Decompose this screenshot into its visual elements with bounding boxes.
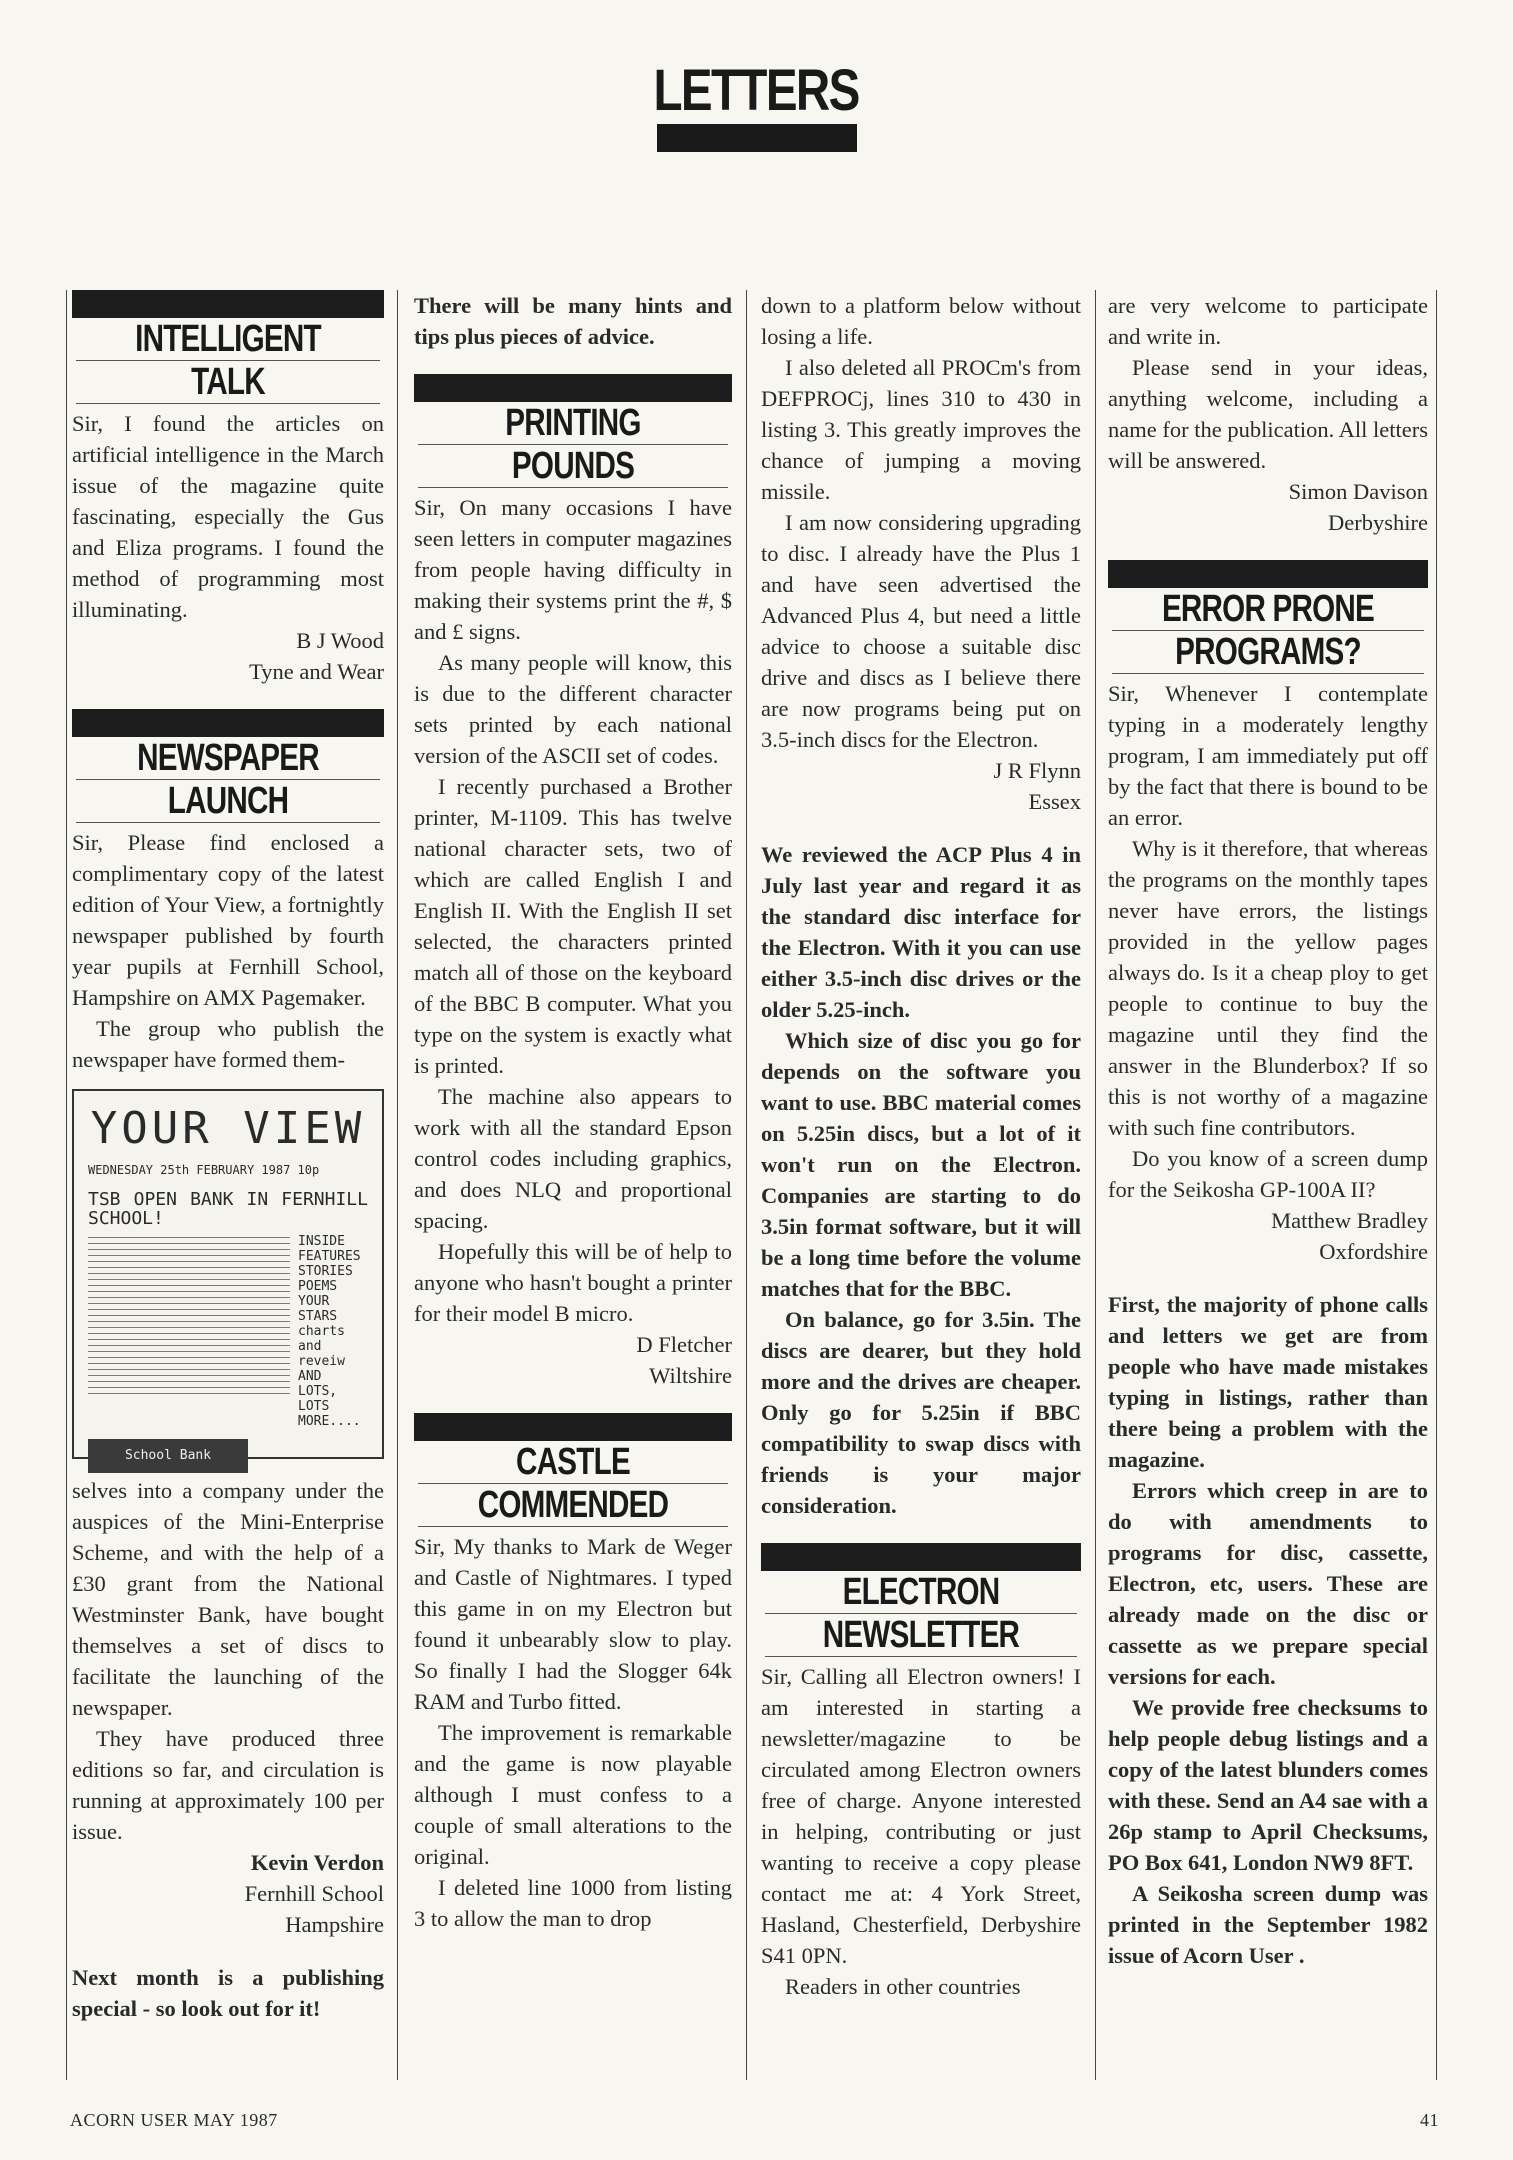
editor-reply: Next month is a publishing special - so look out for it!	[72, 1965, 384, 2021]
newspaper-date: WEDNESDAY 25th FEBRUARY 1987 10p	[88, 1163, 320, 1177]
editor-reply: On balance, go for 3.5in. The discs are dearer, but they hold more and the drives are cheaper. Only go for 5.25in if BBC compatibility to swap discs with friends is your major consideration.	[761, 1307, 1081, 1518]
letter-body: The machine also appears to work with all the standard Epson control codes including graphics, and does NLQ and proportional spacing.	[414, 1084, 732, 1233]
heading-intelligent-talk: INTELLIGENT TALK	[72, 290, 384, 404]
page-masthead	[0, 58, 1513, 152]
editor-reply: Which size of disc you go for depends on the software you want to use. BBC material comes on 5.25in discs, but a lot of it won't run on the Electron. Companies are starting to do 3.5in format software, but it will be a long time before the volume matches that for the BBC.	[761, 1028, 1081, 1301]
letter-body: Readers in other countries	[785, 1974, 1021, 1999]
signature-place: Fernhill School	[244, 1881, 384, 1906]
letter-body: Sir, Whenever I contemplate typing in a moderately lengthy program, I am immediately put off by the fact that there is bound to be an error.	[1108, 681, 1428, 830]
letter-body: down to a platform below without losing a life.	[761, 293, 1081, 349]
signature-name: J R Flynn	[993, 758, 1081, 783]
letter-body: The improvement is remarkable and the game is now playable although I must confess to a couple of small alterations to the original.	[414, 1720, 732, 1869]
letter-body: I deleted line 1000 from listing 3 to allow the man to drop	[414, 1875, 732, 1931]
column-1	[72, 290, 384, 2024]
editor-reply: We reviewed the ACP Plus 4 in July last year and regard it as the standard disc interface for the Electron. With it you can use either 3.5-inch disc drives or the older 5.25-inch.	[761, 842, 1081, 1022]
signature-place: Tyne and Wear	[249, 659, 384, 684]
editor-reply: Errors which creep in are to do with amendments to programs for disc, cassette, Electron, etc, users. These are already made on the disc or cassette as we prepare special versions for each.	[1108, 1478, 1428, 1689]
letter-body: Sir, Please find enclosed a complimentary copy of the latest edition of Your View, a fortnightly newspaper published by fourth year pupils at Fernhill School, Hampshire on AMX Pagemaker.	[72, 830, 384, 1010]
heading-printing-pounds: PRINTING POUNDS	[414, 374, 732, 488]
column-rule	[1095, 290, 1096, 2080]
page-title: LETTERS	[653, 58, 860, 123]
column-2	[414, 290, 732, 1934]
newspaper-column-text	[88, 1234, 290, 1394]
letter-body: Why is it therefore, that whereas the programs on the monthly tapes never have errors, the listings provided in the yellow pages always do. Is it a cheap ploy to get people to continue to buy the magazine until they find the answer in the Blunderbox? If so this is not worthy of a magazine with such fine contributors.	[1108, 836, 1428, 1140]
editor-reply: A Seikosha screen dump was printed in the September 1982 issue of Acorn User .	[1108, 1881, 1428, 1968]
column-rule	[397, 290, 398, 2080]
heading-error-prone-programs: ERROR PRONE PROGRAMS?	[1108, 560, 1428, 674]
column-rule-right	[1436, 290, 1437, 2080]
heading-electron-newsletter: ELECTRON NEWSLETTER	[761, 1543, 1081, 1657]
newspaper-headline: TSB OPEN BANK IN FERNHILL SCHOOL!	[88, 1189, 368, 1229]
letter-body: I am now considering upgrading to disc. I already have the Plus 1 and have seen advertised the Advanced Plus 4, but need a little advice to choose a suitable disc drive and discs as I believe there are now programs being put on 3.5-inch discs for the Electron.	[761, 510, 1081, 752]
letter-body: Please send in your ideas, anything welcome, including a name for the publication. All letters will be answered.	[1108, 355, 1428, 473]
letter-body: Sir, On many occasions I have seen letters in computer magazines from people having difficulty in making their systems print the #, $ and £ signs.	[414, 495, 732, 644]
letter-body: As many people will know, this is due to the different character sets printed by each national version of the ASCII set of codes.	[414, 650, 732, 768]
heading-newspaper-launch: NEWSPAPER LAUNCH	[72, 709, 384, 823]
signature-name: Matthew Bradley	[1271, 1208, 1428, 1233]
letter-body: I also deleted all PROCm's from DEFPROCj, lines 310 to 430 in listing 3. This greatly improves the chance of jumping a moving missile.	[761, 355, 1081, 504]
signature-name: D Fletcher	[636, 1332, 732, 1357]
signature-place: Essex	[1028, 789, 1081, 814]
column-rule	[746, 290, 747, 2080]
letter-body: are very welcome to participate and write in.	[1108, 293, 1428, 349]
newspaper-bank-logo: School Bank	[88, 1439, 248, 1473]
signature-place: Wiltshire	[649, 1363, 732, 1388]
column-4	[1108, 290, 1428, 1971]
letter-body: selves into a company under the auspices of the Mini-Enterprise Scheme, and with the help of a £30 grant from the National Westminster Bank, have bought themselves a set of discs to facilitate the launching of the newspaper.	[72, 1478, 384, 1720]
signature-name: Kevin Verdon	[250, 1850, 384, 1875]
footer-publication: ACORN USER MAY 1987	[70, 2110, 278, 2130]
letter-body: Sir, My thanks to Mark de Weger and Castle of Nightmares. I typed this game in on my Electron but found it unbearably slow to play. So finally I had the Slogger 64k RAM and Turbo fitted.	[414, 1534, 732, 1714]
signature-name: B J Wood	[296, 628, 384, 653]
letter-body: The group who publish the newspaper have formed them-	[72, 1016, 384, 1072]
editor-reply: First, the majority of phone calls and letters we get are from people who have made mistakes typing in listings, rather than there being a problem with the magazine.	[1108, 1292, 1428, 1472]
letter-body: Sir, Calling all Electron owners! I am interested in starting a newsletter/magazine to be circulated among Electron owners free of charge. Anyone interested in helping, contributing or just wanting to receive a copy please contact me at: 4 York Street, Hasland, Chesterfield, Derbyshire S41 0PN.	[761, 1664, 1081, 1968]
letter-body: Do you know of a screen dump for the Seikosha GP-100A II?	[1108, 1146, 1428, 1202]
letter-body: I recently purchased a Brother printer, M-1109. This has twelve national character sets, two of which are called English I and English II. With the English II set selected, the characters printed match all of those on the keyboard of the BBC B computer. What you type on the system is exactly what is printed.	[414, 774, 732, 1078]
column-3	[761, 290, 1081, 2002]
letter-body: Sir, I found the articles on artificial intelligence in the March issue of the magazine quite fascinating, especially the Gus and Eliza programs. I found the method of programming most illuminating.	[72, 411, 384, 622]
newspaper-inside-list: INSIDE FEATURES STORIES POEMS YOUR STARS charts and reveiw AND LOTS, LOTS MORE....	[298, 1234, 361, 1429]
signature-name: Simon Davison	[1288, 479, 1428, 504]
page-number: 41	[1420, 2110, 1439, 2130]
letter-body: Hopefully this will be of help to anyone who hasn't bought a printer for their model B micro.	[414, 1239, 732, 1326]
letter-body: They have produced three editions so far, and circulation is running at approximately 100 per issue.	[72, 1726, 384, 1844]
masthead-bar	[657, 124, 857, 152]
heading-castle-commended: CASTLE COMMENDED	[414, 1413, 732, 1527]
editor-reply: We provide free checksums to help people debug listings and a copy of the latest blunders comes with these. Send an A4 sae with a 26p stamp to April Checksums, PO Box 641, London NW9 8FT.	[1108, 1695, 1428, 1875]
newspaper-title: YOUR VIEW	[90, 1103, 366, 1154]
signature-place: Derbyshire	[1328, 510, 1428, 535]
editor-reply: There will be many hints and tips plus pieces of advice.	[414, 293, 732, 349]
column-rule-left	[66, 290, 67, 2080]
newspaper-image	[72, 1089, 384, 1463]
signature-place: Oxfordshire	[1319, 1239, 1428, 1264]
signature-place: Hampshire	[285, 1912, 384, 1937]
